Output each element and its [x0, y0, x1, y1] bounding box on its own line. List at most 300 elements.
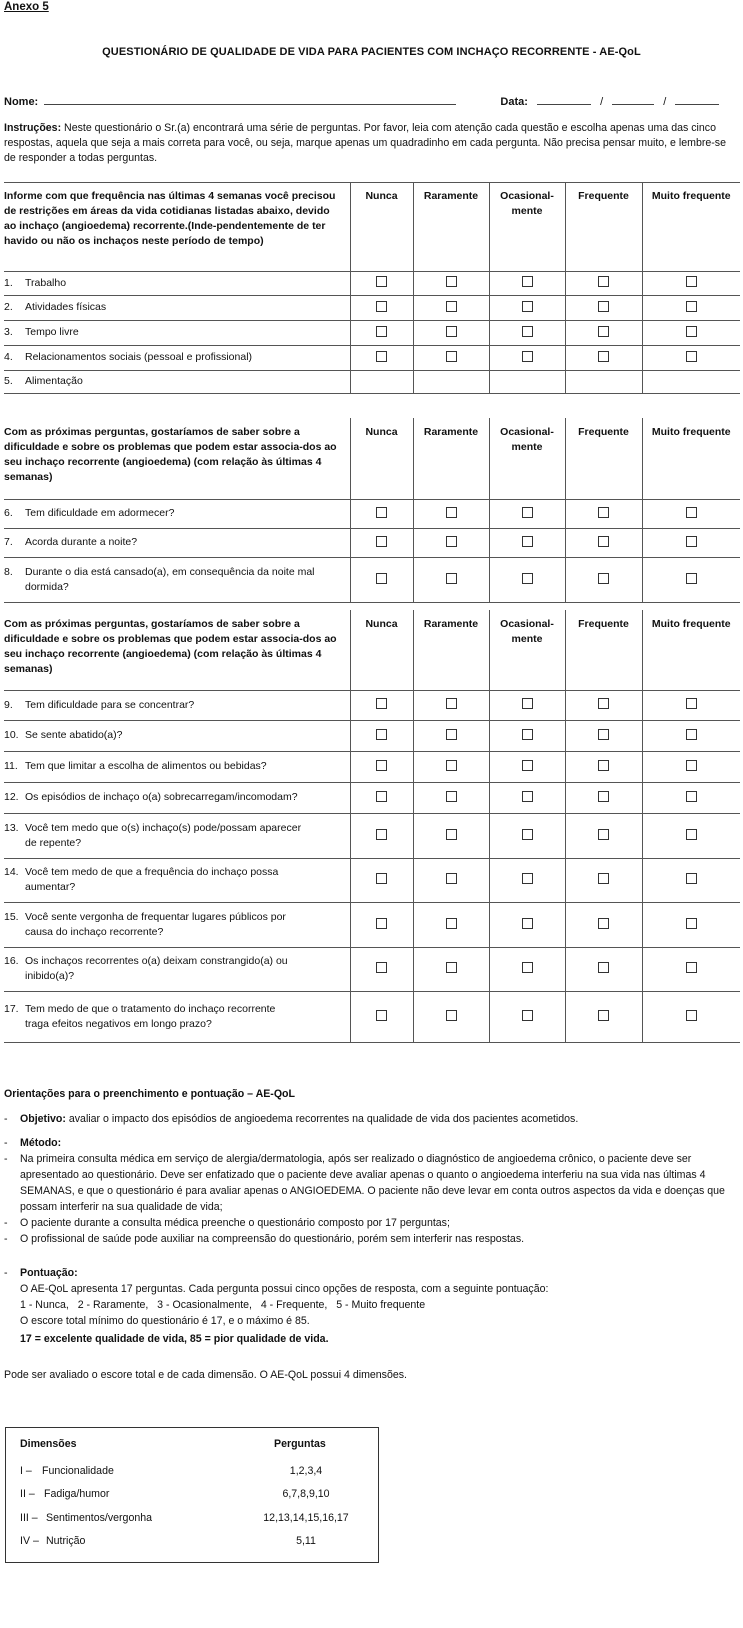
question-number: 6.: [4, 507, 13, 519]
question-number: 8.: [4, 565, 13, 578]
question-number: 16.: [4, 955, 19, 967]
answer-cell: [350, 991, 413, 1042]
answer-cell: [489, 902, 565, 947]
question-text: [4, 751, 350, 782]
answer-checkbox[interactable]: [686, 962, 697, 973]
answer-cell: [565, 320, 642, 345]
answer-checkbox[interactable]: [522, 918, 533, 929]
dimension-row: I – Funcionalidade 1,2,3,4: [20, 1465, 323, 1477]
section-header-row: [4, 610, 740, 690]
question-table-2: [4, 418, 740, 603]
section-header-text: Com as próximas perguntas, gostaríamos de saber sobre a dificuldade e sobre os problemas que podem estar associa-dos ao seu inchaço recorrente (angioedema) (com relação às últimas 4 semanas): [4, 610, 350, 690]
answer-checkbox[interactable]: [376, 962, 387, 973]
question-label: Você sente vergonha de frequentar lugares públicos por: [25, 910, 286, 923]
question-label: Os inchaços recorrentes o(a) deixam constrangido(a) ou: [25, 955, 288, 967]
question-row: [4, 782, 740, 813]
answer-checkbox[interactable]: [686, 791, 697, 802]
answer-cell: [642, 528, 740, 557]
question-number: 2.: [4, 301, 13, 313]
answer-cell: [642, 690, 740, 720]
question-number: 5.: [4, 375, 13, 387]
answer-cell: [413, 947, 489, 991]
answer-checkbox[interactable]: [376, 326, 387, 337]
option-header: Raramente: [413, 182, 489, 271]
question-row: [4, 947, 740, 991]
answer-checkbox[interactable]: [686, 276, 697, 287]
option-header: Nunca: [350, 182, 413, 271]
answer-checkbox[interactable]: [686, 698, 697, 709]
answer-cell: [350, 271, 413, 295]
answer-cell: [350, 813, 413, 858]
name-label: Nome:: [4, 96, 39, 108]
answer-checkbox[interactable]: [376, 351, 387, 362]
answer-cell: [565, 345, 642, 370]
question-text: [4, 813, 350, 858]
answer-checkbox[interactable]: [686, 301, 697, 312]
answer-checkbox[interactable]: [522, 351, 533, 362]
document-title: QUESTIONÁRIO DE QUALIDADE DE VIDA PARA PACIENTES COM INCHAÇO RECORRENTE - AE-QoL: [102, 46, 641, 58]
question-number: 11.: [4, 760, 18, 772]
answer-cell: [413, 345, 489, 370]
answer-checkbox[interactable]: [598, 729, 609, 740]
question-label: Tem dificuldade em adormecer?: [25, 507, 175, 519]
method-label: Método:: [20, 1137, 62, 1149]
answer-checkbox[interactable]: [598, 791, 609, 802]
question-text: [4, 947, 350, 991]
answer-checkbox[interactable]: [686, 326, 697, 337]
answer-checkbox[interactable]: [376, 536, 387, 547]
answer-checkbox[interactable]: [522, 301, 533, 312]
answer-checkbox[interactable]: [522, 507, 533, 518]
answer-checkbox[interactable]: [686, 918, 697, 929]
objective-text: avaliar o impacto dos episódios de angioedema recorrentes na qualidade de vida dos pacientes acometidos.: [65, 1113, 579, 1125]
answer-checkbox[interactable]: [598, 351, 609, 362]
answer-cell: [642, 991, 740, 1042]
option-header: Ocasional-mente: [489, 610, 565, 690]
question-label: Os episódios de inchaço o(a) sobrecarregam/incomodam?: [25, 791, 298, 803]
score-line: O escore total mínimo do questionário é 17, e o máximo é 85.: [20, 1315, 310, 1327]
answer-checkbox[interactable]: [522, 1010, 533, 1021]
question-text: [4, 557, 350, 602]
question-label: Tem que limitar a escolha de alimentos ou bebidas?: [25, 760, 267, 772]
answer-checkbox[interactable]: [598, 962, 609, 973]
answer-cell: [642, 751, 740, 782]
question-text: [4, 528, 350, 557]
answer-checkbox[interactable]: [686, 351, 697, 362]
answer-checkbox[interactable]: [446, 326, 457, 337]
answer-cell: [413, 295, 489, 320]
answer-cell: [489, 320, 565, 345]
question-number: 1.: [4, 276, 13, 289]
question-label: Você tem medo que o(s) inchaço(s) pode/possam aparecer: [25, 821, 302, 834]
question-label: Se sente abatido(a)?: [25, 729, 123, 741]
answer-checkbox[interactable]: [598, 873, 609, 884]
answer-cell: [350, 320, 413, 345]
question-text: [4, 902, 350, 947]
answer-checkbox[interactable]: [598, 1010, 609, 1021]
answer-cell: [413, 720, 489, 751]
question-number: 15.: [4, 910, 19, 923]
answer-checkbox[interactable]: [446, 536, 457, 547]
question-label-continued: de repente?: [25, 836, 82, 849]
answer-cell: [413, 528, 489, 557]
answer-checkbox[interactable]: [376, 698, 387, 709]
answer-cell: [642, 720, 740, 751]
answer-checkbox[interactable]: [446, 829, 457, 840]
question-label-continued: inibido(a)?: [25, 970, 75, 982]
question-number: 13.: [4, 821, 19, 834]
answer-cell: [489, 295, 565, 320]
date-year-field[interactable]: [675, 94, 719, 105]
answer-cell: [489, 720, 565, 751]
answer-cell: [489, 947, 565, 991]
answer-cell: [413, 902, 489, 947]
answer-checkbox[interactable]: [522, 760, 533, 771]
score-interpretation: 17 = excelente qualidade de vida, 85 = pior qualidade de vida.: [20, 1333, 329, 1345]
question-row: [4, 813, 740, 858]
answer-cell: [350, 902, 413, 947]
answer-cell: [565, 858, 642, 902]
question-label: Trabalho: [25, 276, 67, 289]
answer-checkbox[interactable]: [446, 1010, 457, 1021]
answer-cell: [350, 690, 413, 720]
answer-cell: [565, 720, 642, 751]
answer-checkbox[interactable]: [522, 791, 533, 802]
answer-checkbox[interactable]: [376, 276, 387, 287]
section-header-text: Informe com que frequência nas últimas 4 semanas você precisou de restrições em áreas da vida cotidianas listadas abaixo, devido ao inchaço (angioedema) recorrente.(Inde-pendentemente de ter havido ou não os inchaços neste período de tempo): [4, 182, 350, 271]
question-number: 17.: [4, 1002, 19, 1015]
question-table-3: [4, 610, 740, 1043]
answer-cell: [350, 528, 413, 557]
question-number: 12.: [4, 791, 19, 803]
question-text: [4, 720, 350, 751]
answer-cell: [565, 751, 642, 782]
question-row: [4, 271, 740, 295]
option-header: Frequente: [565, 182, 642, 271]
answer-cell: [642, 345, 740, 370]
instructions-text: Neste questionário o Sr.(a) encontrará uma série de perguntas. Por favor, leia com atenção cada questão e escolha apenas uma das cinco respostas, aquela que seja a mais correta para você, ou seja, marque apenas um quadradinho em cada pergunta. Não precisa pensar muito, e lembre-se de responder a todas perguntas.: [4, 122, 726, 164]
answer-cell: [413, 991, 489, 1042]
answer-checkbox[interactable]: [376, 301, 387, 312]
date-separator: /: [600, 96, 604, 108]
answer-checkbox[interactable]: [598, 301, 609, 312]
answer-checkbox[interactable]: [686, 573, 697, 584]
annex-label: Anexo 5: [4, 1, 49, 13]
answer-checkbox[interactable]: [446, 760, 457, 771]
answer-cell: [413, 751, 489, 782]
answer-cell: [413, 557, 489, 602]
question-text: [4, 370, 350, 393]
answer-checkbox[interactable]: [598, 573, 609, 584]
answer-checkbox[interactable]: [598, 507, 609, 518]
answer-cell: [350, 345, 413, 370]
answer-cell: [350, 557, 413, 602]
question-label: Você tem medo de que a frequência do inchaço possa: [25, 866, 279, 878]
answer-checkbox[interactable]: [376, 573, 387, 584]
answer-cell: [642, 370, 740, 393]
question-number: 7.: [4, 536, 13, 548]
answer-cell: [350, 295, 413, 320]
question-number: 4.: [4, 351, 13, 363]
section-header-row: [4, 418, 740, 499]
method-item: - O profissional de saúde pode auxiliar na compreensão do questionário, porém sem interferir nas respostas.: [4, 1233, 525, 1245]
answer-checkbox[interactable]: [522, 536, 533, 547]
question-number: 9.: [4, 698, 13, 711]
question-row: [4, 345, 740, 370]
answer-checkbox[interactable]: [686, 873, 697, 884]
answer-checkbox[interactable]: [686, 829, 697, 840]
answer-checkbox[interactable]: [446, 276, 457, 287]
question-table-1: [4, 182, 740, 394]
answer-checkbox[interactable]: [522, 829, 533, 840]
section-header-text: Com as próximas perguntas, gostaríamos de saber sobre a dificuldade e sobre os problemas que podem estar associa-dos ao seu inchaço recorrente (angioedema) (com relação às últimas 4 semanas): [4, 418, 350, 499]
answer-checkbox[interactable]: [446, 729, 457, 740]
answer-checkbox[interactable]: [376, 1010, 387, 1021]
answer-cell: [565, 947, 642, 991]
answer-checkbox[interactable]: [376, 918, 387, 929]
answer-checkbox[interactable]: [522, 698, 533, 709]
question-text: [4, 271, 350, 295]
answer-checkbox[interactable]: [376, 829, 387, 840]
question-row: [4, 991, 740, 1042]
answer-cell: [489, 370, 565, 393]
dimensions-table: [5, 1427, 379, 1563]
answer-cell: [489, 858, 565, 902]
guidance-title: Orientações para o preenchimento e pontuação – AE-QoL: [4, 1088, 295, 1100]
answer-cell: [565, 690, 642, 720]
answer-cell: [350, 751, 413, 782]
answer-cell: [489, 528, 565, 557]
question-label-continued: dormida?: [25, 580, 69, 593]
option-header: Nunca: [350, 610, 413, 690]
answer-checkbox[interactable]: [446, 918, 457, 929]
question-row: [4, 557, 740, 602]
dimension-row: IV – Nutrição 5,11: [20, 1535, 316, 1547]
answer-cell: [642, 813, 740, 858]
answer-cell: [642, 902, 740, 947]
answer-cell: [489, 271, 565, 295]
question-row: [4, 528, 740, 557]
answer-cell: [565, 902, 642, 947]
option-header: Frequente: [565, 418, 642, 499]
score-line: 1 - Nunca, 2 - Raramente, 3 - Ocasionalmente, 4 - Frequente, 5 - Muito frequente: [20, 1299, 426, 1311]
score-label: Pontuação:: [20, 1267, 78, 1279]
option-header: Muito frequente: [642, 610, 740, 690]
answer-checkbox[interactable]: [686, 507, 697, 518]
answer-cell: [642, 271, 740, 295]
answer-checkbox[interactable]: [376, 507, 387, 518]
answer-checkbox[interactable]: [686, 536, 697, 547]
option-header: Ocasional-mente: [489, 418, 565, 499]
question-row: [4, 295, 740, 320]
question-number: 3.: [4, 326, 13, 338]
question-row: [4, 690, 740, 720]
answer-checkbox[interactable]: [446, 962, 457, 973]
question-label: Durante o dia está cansado(a), em consequência da noite mal: [25, 565, 315, 578]
question-number: 14.: [4, 866, 19, 878]
answer-checkbox[interactable]: [522, 573, 533, 584]
answer-cell: [489, 782, 565, 813]
question-text: [4, 345, 350, 370]
question-label: Tem dificuldade para se concentrar?: [25, 698, 195, 711]
answer-checkbox[interactable]: [522, 326, 533, 337]
date-separator: /: [663, 96, 667, 108]
answer-cell: [489, 345, 565, 370]
dimensions-intro: Pode ser avaliado o escore total e de cada dimensão. O AE-QoL possui 4 dimensões.: [4, 1369, 407, 1381]
answer-cell: [489, 751, 565, 782]
answer-checkbox[interactable]: [598, 760, 609, 771]
answer-cell: [350, 947, 413, 991]
answer-checkbox[interactable]: [446, 351, 457, 362]
answer-checkbox[interactable]: [598, 918, 609, 929]
answer-cell: [350, 499, 413, 528]
question-label-continued: traga efeitos negativos em longo prazo?: [25, 1017, 212, 1030]
method-heading: - Método:: [4, 1137, 62, 1149]
question-row: [4, 370, 740, 393]
answer-checkbox[interactable]: [598, 276, 609, 287]
question-text: [4, 858, 350, 902]
answer-cell: [642, 782, 740, 813]
answer-checkbox[interactable]: [598, 326, 609, 337]
dimension-row: III – Sentimentos/vergonha 12,13,14,15,16,17: [20, 1512, 349, 1524]
question-number: 10.: [4, 729, 19, 741]
answer-cell: [565, 557, 642, 602]
question-label: Relacionamentos sociais (pessoal e profissional): [25, 351, 253, 363]
question-text: [4, 320, 350, 345]
answer-cell: [642, 858, 740, 902]
answer-cell: [489, 991, 565, 1042]
question-label: Tem medo de que o tratamento do inchaço recorrente: [25, 1002, 276, 1015]
answer-checkbox[interactable]: [686, 1010, 697, 1021]
question-row: [4, 320, 740, 345]
name-date-line: [4, 94, 740, 108]
answer-checkbox[interactable]: [446, 791, 457, 802]
score-line: O AE-QoL apresenta 17 perguntas. Cada pergunta possui cinco opções de resposta, com a seguinte pontuação:: [20, 1283, 549, 1295]
answer-checkbox[interactable]: [686, 760, 697, 771]
question-row: [4, 751, 740, 782]
instructions: [4, 121, 736, 166]
answer-checkbox[interactable]: [446, 301, 457, 312]
answer-cell: [413, 271, 489, 295]
answer-cell: [642, 499, 740, 528]
question-label-continued: aumentar?: [25, 881, 76, 893]
answer-cell: [413, 370, 489, 393]
answer-checkbox[interactable]: [376, 873, 387, 884]
answer-checkbox[interactable]: [522, 962, 533, 973]
answer-cell: [413, 782, 489, 813]
answer-checkbox[interactable]: [522, 873, 533, 884]
answer-cell: [413, 499, 489, 528]
question-label: Alimentação: [25, 375, 83, 387]
question-text: [4, 991, 350, 1042]
option-header: Raramente: [413, 418, 489, 499]
question-row: [4, 720, 740, 751]
answer-checkbox[interactable]: [446, 573, 457, 584]
question-label: Atividades físicas: [25, 301, 107, 313]
date-day-field[interactable]: [537, 94, 591, 105]
question-label-continued: causa do inchaço recorrente?: [25, 925, 164, 938]
name-field[interactable]: [44, 94, 456, 105]
answer-cell: [489, 690, 565, 720]
questions-col-header: Perguntas: [274, 1438, 326, 1450]
date-label: Data:: [500, 96, 528, 108]
date-month-field[interactable]: [612, 94, 654, 105]
answer-cell: [565, 813, 642, 858]
question-row: [4, 902, 740, 947]
option-header: Nunca: [350, 418, 413, 499]
instructions-label: Instruções:: [4, 122, 62, 134]
answer-cell: [565, 295, 642, 320]
answer-cell: [350, 370, 413, 393]
option-header: Muito frequente: [642, 182, 740, 271]
score-heading: - Pontuação:: [4, 1267, 78, 1279]
answer-cell: [565, 782, 642, 813]
answer-cell: [642, 557, 740, 602]
answer-checkbox[interactable]: [446, 873, 457, 884]
answer-checkbox[interactable]: [598, 698, 609, 709]
method-item: - O paciente durante a consulta médica preenche o questionário composto por 17 perguntas;: [4, 1217, 450, 1229]
answer-cell: [565, 271, 642, 295]
answer-cell: [489, 557, 565, 602]
answer-cell: [413, 858, 489, 902]
answer-checkbox[interactable]: [598, 829, 609, 840]
answer-cell: [565, 991, 642, 1042]
answer-cell: [565, 528, 642, 557]
guidance-section: [4, 1086, 740, 1383]
question-text: [4, 690, 350, 720]
option-header: Muito frequente: [642, 418, 740, 499]
answer-checkbox[interactable]: [376, 729, 387, 740]
answer-cell: [565, 499, 642, 528]
answer-checkbox[interactable]: [686, 729, 697, 740]
option-header: Frequente: [565, 610, 642, 690]
answer-cell: [489, 499, 565, 528]
dimension-row: II – Fadiga/humor 6,7,8,9,10: [20, 1488, 330, 1500]
answer-checkbox[interactable]: [522, 729, 533, 740]
objective-item: - Objetivo: avaliar o impacto dos episódios de angioedema recorrentes na qualidade de vida dos pacientes acometidos.: [4, 1113, 579, 1125]
question-label: Acorda durante a noite?: [25, 536, 138, 548]
answer-cell: [350, 782, 413, 813]
answer-checkbox[interactable]: [522, 276, 533, 287]
answer-checkbox[interactable]: [446, 507, 457, 518]
option-header: Ocasional-mente: [489, 182, 565, 271]
answer-cell: [350, 720, 413, 751]
answer-checkbox[interactable]: [598, 536, 609, 547]
question-row: [4, 499, 740, 528]
question-text: [4, 295, 350, 320]
option-header: Raramente: [413, 610, 489, 690]
answer-cell: [489, 813, 565, 858]
answer-checkbox[interactable]: [446, 698, 457, 709]
question-text: [4, 499, 350, 528]
answer-cell: [413, 813, 489, 858]
answer-checkbox[interactable]: [376, 760, 387, 771]
question-label: Tempo livre: [25, 326, 79, 338]
answer-checkbox[interactable]: [376, 791, 387, 802]
answer-cell: [642, 947, 740, 991]
method-item: - Na primeira consulta médica em serviço de alergia/dermatologia, após ser realizado o diagnóstico de angioedema crônico, o paciente deve ser apresentado ao questionário. Deve ser enfatizado que o paciente deve avaliar apenas o quanto o angioedema interferiu na sua vida nas últimas 4 SEMANAS, e que o questionário é para avaliar apenas o ANGIOEDEMA. O paciente não deve levar em conta outros aspectos da vida e doenças que possam interferir na sua qualidade de vida;: [4, 1153, 725, 1213]
question-row: [4, 858, 740, 902]
answer-cell: [413, 690, 489, 720]
section-header-row: [4, 182, 740, 271]
answer-cell: [565, 370, 642, 393]
objective-label: Objetivo:: [20, 1113, 66, 1125]
answer-cell: [350, 858, 413, 902]
dimensions-col-header: Dimensões: [20, 1438, 77, 1450]
answer-cell: [413, 320, 489, 345]
answer-cell: [642, 320, 740, 345]
answer-cell: [642, 295, 740, 320]
